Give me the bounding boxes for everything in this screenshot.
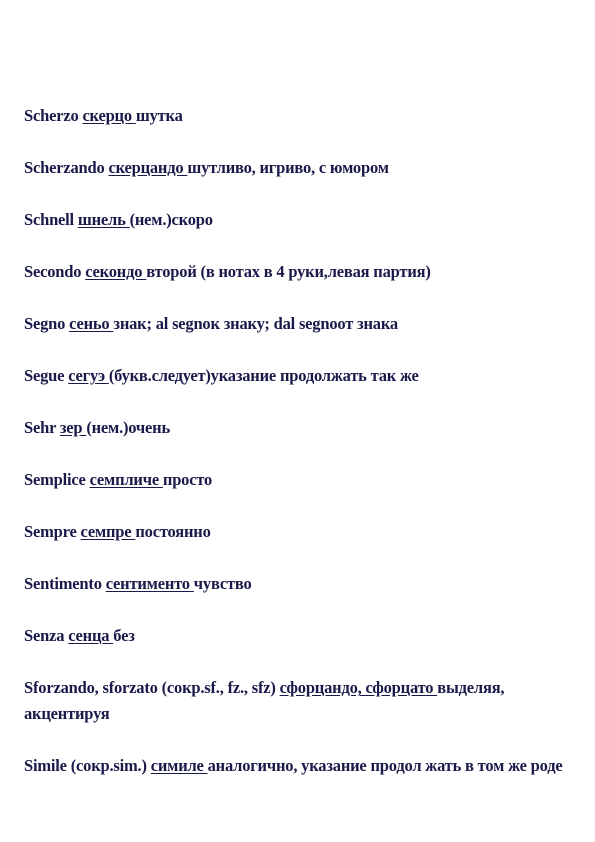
entry-term: Segno: [24, 314, 66, 333]
entry-pronunciation: скерцандо: [108, 158, 188, 177]
entry-term: Sehr: [24, 418, 56, 437]
glossary-entry: [24, 155, 574, 181]
entry-pronunciation: семпре: [80, 522, 136, 541]
entry-pronunciation: скерцо: [82, 106, 136, 125]
entry-meaning: (букв.следует)указание продолжать так же: [108, 366, 419, 385]
entry-meaning: (нем.)очень: [86, 418, 170, 437]
entry-meaning: без: [113, 626, 135, 645]
entry-term: Scherzo: [24, 106, 79, 125]
entry-meaning: чувство: [193, 574, 252, 593]
entry-pronunciation: сентименто: [105, 574, 194, 593]
entry-term: Segue: [24, 366, 65, 385]
entry-term: Sempre: [24, 522, 77, 541]
glossary-entry: [24, 519, 574, 545]
entry-meaning: постоянно: [135, 522, 211, 541]
glossary-entry: [24, 675, 574, 727]
glossary-entry: [24, 103, 574, 129]
entry-term: Sentimento: [24, 574, 102, 593]
entry-meaning: выделяя, акцентируя: [24, 678, 505, 723]
entry-pronunciation: сеньо: [69, 314, 114, 333]
entry-pronunciation: секондо: [85, 262, 147, 281]
entry-pronunciation: семпличе: [89, 470, 163, 489]
entry-term: Semplice: [24, 470, 86, 489]
entry-pronunciation: зер: [59, 418, 87, 437]
entry-meaning: (нем.)скоро: [129, 210, 213, 229]
entry-meaning: знак; al segnoк знаку; dal segnoот знака: [113, 314, 398, 333]
entry-term: Secondo: [24, 262, 82, 281]
entry-pronunciation: симиле: [150, 756, 208, 775]
glossary-entry: [24, 623, 574, 649]
glossary-entry: [24, 415, 574, 441]
entry-meaning: шутливо, игриво, с юмором: [187, 158, 389, 177]
entry-term: Scherzando: [24, 158, 105, 177]
entry-meaning: второй (в нотах в 4 руки,левая партия): [146, 262, 431, 281]
glossary-entry: [24, 467, 574, 493]
glossary-entry: [24, 753, 574, 779]
glossary-entry: [24, 259, 574, 285]
entry-term: Schnell: [24, 210, 74, 229]
entry-meaning: аналогично, указание продол жать в том же роде: [207, 756, 563, 775]
entry-pronunciation: сенца: [68, 626, 114, 645]
entry-term: Senza: [24, 626, 65, 645]
entry-term: Simile (сокр.sim.): [24, 756, 147, 775]
glossary-entry: [24, 311, 574, 337]
entry-term: Sforzando, sforzato (сокр.sf., fz., sfz): [24, 678, 276, 697]
entry-meaning: шутка: [135, 106, 183, 125]
entry-pronunciation: сфорцандо, сфорцато: [279, 678, 438, 697]
glossary-entry: [24, 363, 574, 389]
glossary-list: [24, 103, 574, 805]
entry-pronunciation: сегуэ: [68, 366, 109, 385]
glossary-entry: [24, 207, 574, 233]
entry-pronunciation: шнель: [77, 210, 130, 229]
entry-meaning: просто: [162, 470, 213, 489]
glossary-entry: [24, 571, 574, 597]
